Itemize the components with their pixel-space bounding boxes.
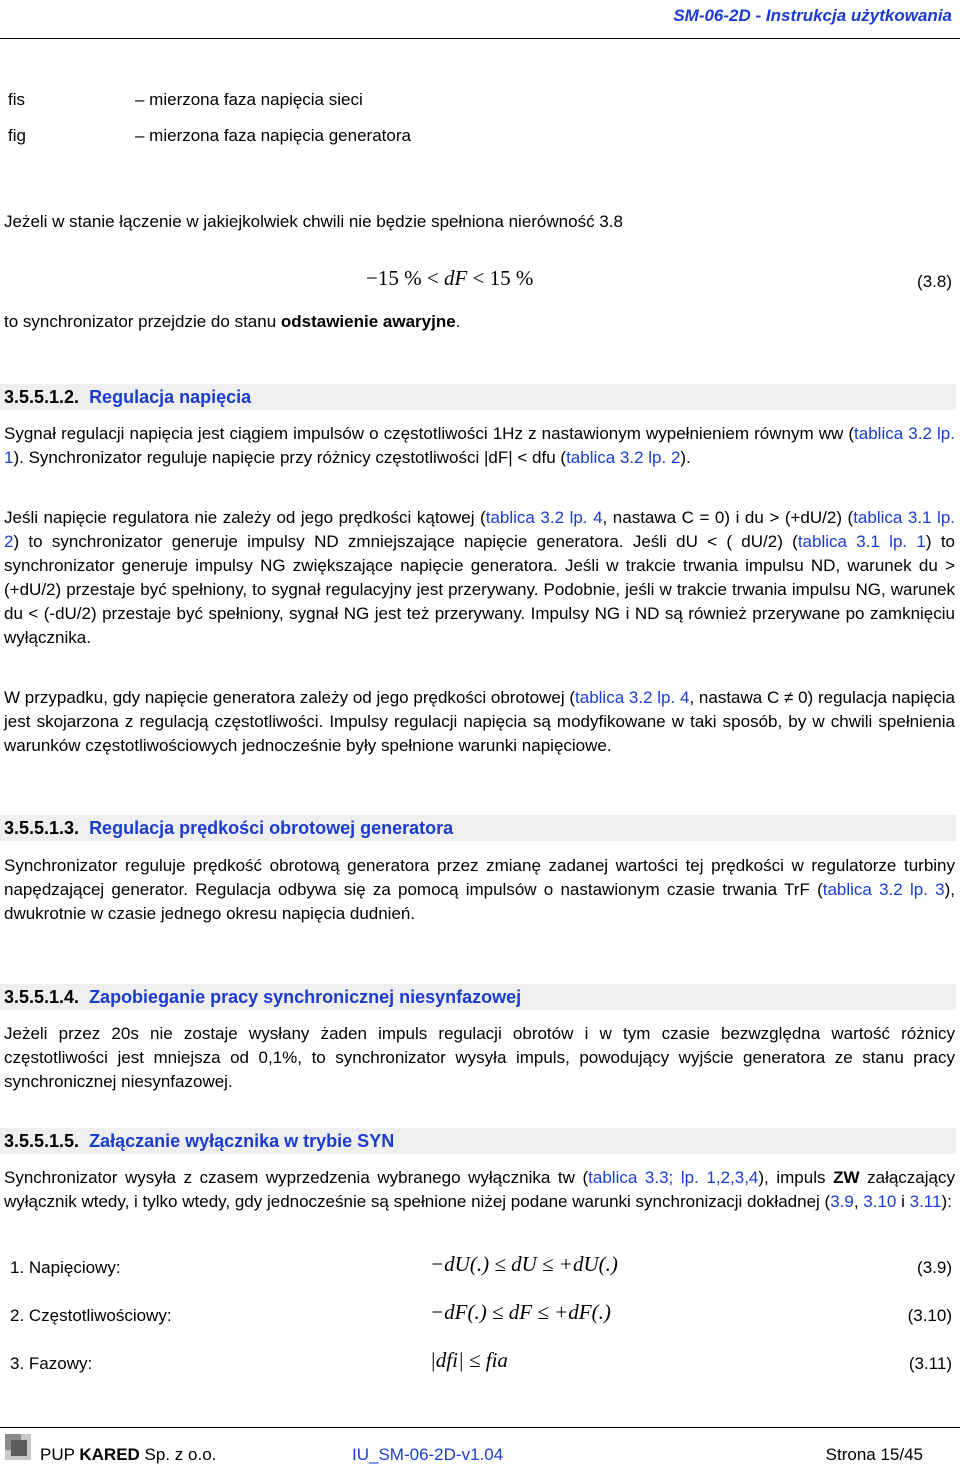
company-name: KARED [79,1445,140,1464]
section-number: 3.5.5.1.5. [4,1131,80,1151]
footer-rule [0,1427,960,1428]
footer-page-number: Strona 15/45 [825,1445,923,1464]
formula-phase: |dfi| ≤ fia [430,1348,508,1372]
section-number: 3.5.5.1.4. [4,987,80,1007]
section-title: Regulacja prędkości obrotowej generatora [89,818,454,838]
section-number: 3.5.5.1.3. [4,818,80,838]
section-title: Załączanie wyłącznika w trybie SYN [89,1131,395,1151]
definition-text: – mierzona faza napięcia generatora [135,126,411,145]
text-run: Sp. z o.o. [139,1445,217,1464]
footer-document-id[interactable]: IU_SM-06-2D-v1.04 [352,1445,504,1464]
bold-term: odstawienie awaryjne [280,312,456,331]
paragraph-speed [4,854,955,926]
text-run: Synchronizator reguluje prędkość obrotową generatora przez zmianę zadanej wartości tej prędkości w regulatorze turbiny napędzającej generator. Regulacja odbywa się za pomocą impulsów o nastawionym czasie trwania TrF ( [4,856,955,899]
text-run: , [853,1192,864,1211]
formula-voltage: −dU(.) ≤ dU ≤ +dU(.) [430,1252,618,1276]
paragraph-voltage-1 [4,422,955,470]
formula-frequency: −dF(.) ≤ dF ≤ +dF(.) [430,1300,611,1324]
bold-term: ZW [833,1168,860,1187]
text-run: ), impuls [758,1168,834,1187]
equation-variable: dF [443,266,468,290]
table-reference-link[interactable]: tablica 3.2 lp. 4 [575,688,690,707]
table-reference-link[interactable]: tablica 3.3; lp. 1,2,3,4 [588,1168,759,1187]
table-reference-link[interactable]: tablica 3.1 lp. 1 [797,532,926,551]
text-run: , nastawa C ≠ 0) regulacja napięcia jest skojarzona z regulacją częstotliwości. Impulsy regulacji napięcia są modyfikowane w taki sposób, by w chwili spełnienia warunków częstotliwościowych jednocześnie były spełnione warunki napięciowe. [4,688,956,755]
table-reference-link[interactable]: tablica 3.1 lp. 2 [4,508,955,551]
paragraph-emergency [4,310,955,334]
text-run: PUP [40,1445,80,1464]
table-reference-link[interactable]: tablica 3.2 lp. 2 [566,448,681,467]
equation-reference-link[interactable]: 3.11 [909,1192,942,1211]
table-reference-link[interactable]: tablica 3.2 lp. 3 [822,880,945,899]
text-run: ). [680,448,691,467]
section-heading-speed [0,815,956,841]
equation-left: −15 % < [366,266,444,290]
section-heading-breaker [0,1128,956,1154]
table-reference-link[interactable]: tablica 3.2 lp. 4 [485,508,603,527]
text-run: . [455,312,461,331]
equation-reference-link[interactable]: 3.10 [863,1192,897,1211]
section-heading-asynchronous [0,984,956,1010]
table-reference-link[interactable]: tablica 3.2 lp. 1 [4,424,955,467]
paragraph-condition-intro: Jeżeli w stanie łączenie w jakiejkolwiek chwili nie będzie spełniona nierówność 3.8 [4,212,623,231]
text-run: i [896,1192,910,1211]
section-title: Regulacja napięcia [89,387,252,407]
definition-text: – mierzona faza napięcia sieci [135,90,363,109]
equation-number: (3.11) [908,1354,952,1373]
text-run: załączający wyłącznik wtedy, i tylko wtedy, gdy jednocześnie są spełnione niżej podane warunki synchronizacji dokładnej ( [4,1168,955,1211]
document-title: SM-06-2D - Instrukcja użytkowania [673,6,952,25]
section-number: 3.5.5.1.2. [4,387,80,407]
equation-right: < 15 % [467,266,534,290]
company-logo-icon [5,1434,31,1460]
equation-number: (3.8) [917,272,952,291]
header-rule [0,38,960,39]
equation-reference-link[interactable]: 3.9 [830,1192,854,1211]
paragraph-voltage-2 [4,506,955,650]
text-run: to synchronizator przejdzie do stanu [4,312,281,331]
section-heading-voltage [0,384,956,410]
definition-symbol: fig [8,126,26,145]
text-run: ): [941,1192,952,1211]
equation-3-8 [366,266,533,290]
text-run: W przypadku, gdy napięcie generatora zależy od jego prędkości obrotowej ( [4,688,576,707]
paragraph-breaker [4,1166,955,1214]
text-run: Synchronizator wysyła z czasem wyprzedzenia wybranego wyłącznika tw ( [4,1168,589,1187]
text-run: ), dwukrotnie w czasie jednego okresu napięcia dudnień. [4,880,955,923]
paragraph-voltage-3 [4,686,955,758]
text-run: Sygnał regulacji napięcia jest ciągiem impulsów o częstotliwości 1Hz z nastawionym wypełnieniem równym ww ( [4,424,855,443]
condition-label-voltage: 1. Napięciowy: [10,1258,121,1277]
text-run: ) to synchronizator generuje impulsy NG zwiększające napięcie generatora. Jeśli w trakcie trwania impulsu ND, warunek du > (+dU/2) przestaje być spełniony, to sygnał regulacyjny jest przerywany. Podobnie, jeśli w trakcie trwania impulsu NG, warunek du < (-dU/2) przestaje być spełniony, sygnał NG jest też przerywany. Impulsy NG i ND są również przerywane po zamknięciu wyłącznika. [4,532,956,647]
section-title: Zapobieganie pracy synchronicznej niesynfazowej [89,987,522,1007]
text-run: ) to synchronizator generuje impulsy ND zmniejszające napięcie generatora. Jeśli dU < ( dU/2) ( [13,532,798,551]
definition-symbol: fis [8,90,25,109]
equation-number: (3.10) [907,1306,952,1325]
text-run: ). Synchronizator reguluje napięcie przy różnicy częstotliwości |dF| < dfu ( [13,448,567,467]
footer-company [40,1443,216,1467]
text-run: Jeśli napięcie regulatora nie zależy od jego prędkości kątowej ( [4,508,486,527]
text-run: , nastawa C = 0) i du > (+dU/2) ( [602,508,854,527]
condition-label-frequency: 2. Częstotliwościowy: [10,1306,172,1325]
condition-label-phase: 3. Fazowy: [10,1354,93,1373]
paragraph-asynchronous: Jeżeli przez 20s nie zostaje wysłany żaden impuls regulacji obrotów i w tym czasie bezwzględna wartość różnicy częstotliwości jest mniejsza od 0,1%, to synchronizator wysyła impuls, powodujący wyjście generatora ze stanu pracy synchronicznej niesynfazowej. [4,1024,955,1091]
equation-number: (3.9) [917,1258,952,1277]
